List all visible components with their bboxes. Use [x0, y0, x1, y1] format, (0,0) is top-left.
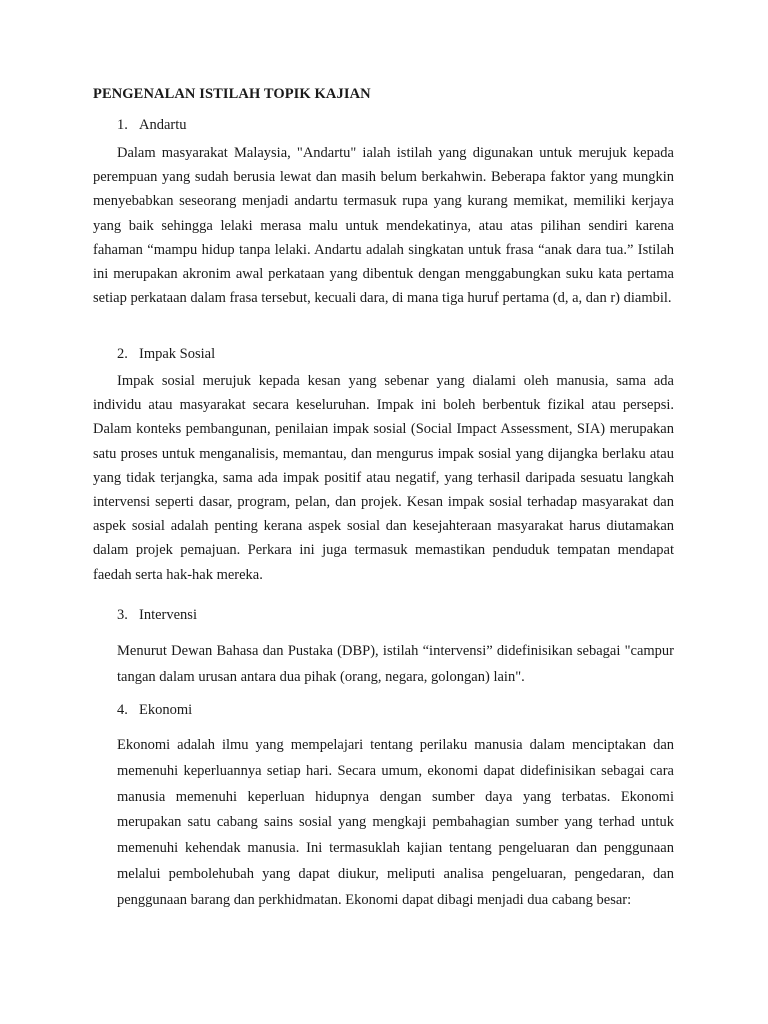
section-heading-intervensi — [117, 607, 197, 624]
section-title: Intervensi — [139, 607, 197, 623]
page-title: PENGENALAN ISTILAH TOPIK KAJIAN — [93, 86, 371, 102]
section-paragraph-ekonomi: Ekonomi adalah ilmu yang mempelajari tentang perilaku manusia dalam menciptakan dan memenuhi keperluannya setiap hari. Secara umum, ekonomi dapat didefinisikan sebagai cara manusia memenuhi keperluan hidupnya dengan sumber daya yang terbatas. Ekonomi merupakan satu cabang sains sosial yang mengkaji pembahagian sumber yang terhad untuk memenuhi kehendak manusia. Ini termasuklah kajian tentang pengeluaran dan penggunaan melalui pembolehubah yang dapat diukur, meliputi analisa pengeluaran, pengedaran, dan penggunaan barang dan perkhidmatan. Ekonomi dapat dibagi menjadi dua cabang besar: — [117, 737, 674, 908]
section-title: Impak Sosial — [139, 346, 216, 362]
section-paragraph-impak-sosial: Impak sosial merujuk kepada kesan yang sebenar yang dialami oleh manusia, sama ada individu atau masyarakat secara keseluruhan. Impak ini boleh berbentuk fizikal atau persepsi. Dalam konteks pembangunan, penilaian impak sosial (Social Impact Assessment, SIA) merupakan satu proses untuk menganalisis, memantau, dan mengurus impak sosial yang dijangka berlaku atau yang tidak terjangka, sama ada impak positif atau negatif, yang terhasil daripada sesuatu langkah intervensi seperti dasar, program, pelan, dan projek. Kesan impak sosial terhadap masyarakat dan aspek sosial adalah penting kerana aspek sosial dan kesejahteraan masyarakat harus diutamakan dalam projek pemajuan. Perkara ini juga termasuk memastikan penduduk tempatan mendapat faedah serta hak-hak mereka. — [93, 373, 674, 583]
section-paragraph-andartu: Dalam masyarakat Malaysia, "Andartu" ialah istilah yang digunakan untuk merujuk kepada perempuan yang sudah berusia lewat dan masih belum berkahwin. Beberapa faktor yang mungkin menyebabkan seseorang menjadi andartu termasuk rupa yang kurang memikat, memiliki kerjaya yang baik sehingga lelaki merasa malu untuk mendekatinya, atau atas pilihan sendiri karena fahaman “mampu hidup tanpa lelaki. Andartu adalah singkatan untuk frasa “anak dara tua.” Istilah ini merupakan akronim awal perkataan yang dibentuk dengan menggabungkan suku kata pertama setiap perkataan dalam frasa tersebut, kecuali dara, di mana tiga huruf pertama (d, a, dan r) diambil. — [93, 145, 674, 307]
section-paragraph-intervensi: Menurut Dewan Bahasa dan Pustaka (DBP), istilah “intervensi” didefinisikan sebagai "campur tangan dalam urusan antara dua pihak (orang, negara, golongan) lain". — [117, 643, 674, 685]
section-heading-andartu — [117, 117, 187, 134]
section-title: Andartu — [139, 117, 187, 133]
section-title: Ekonomi — [139, 702, 193, 718]
section-number: 2. — [117, 346, 128, 362]
section-heading-ekonomi — [117, 702, 192, 719]
section-number: 1. — [117, 117, 128, 133]
section-heading-impak-sosial — [117, 346, 215, 363]
section-number: 4. — [117, 702, 128, 718]
section-number: 3. — [117, 607, 128, 623]
